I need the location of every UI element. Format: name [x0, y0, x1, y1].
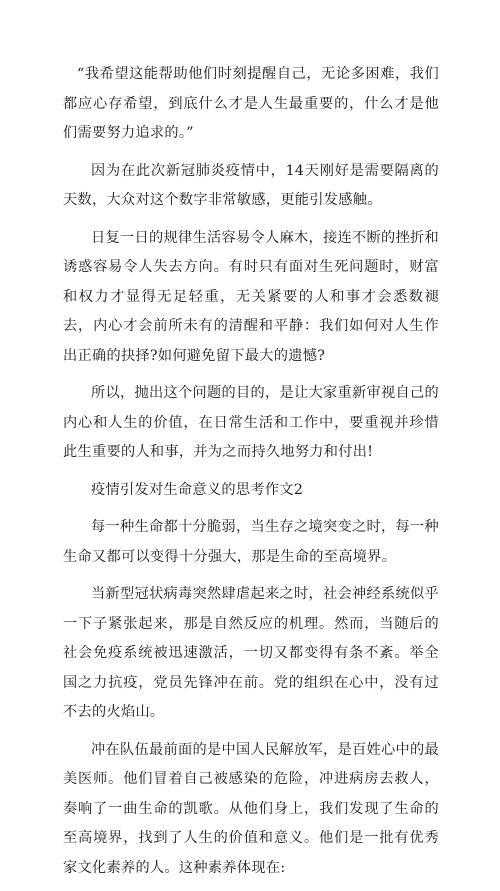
section-title: 疫情引发对生命意义的思考作文2	[91, 481, 304, 498]
paragraph: 冲在队伍最前面的是中国人民解放军，是百姓心中的最美医师。他们冒着自己被感染的危险，冲进病房去救人，奏响了一曲生命的凯歌。从他们身上，我们发现了生命的至高境界，找到了人生的价值和意义。他们是一批有优秀家文化素养的人。这种素养体现在:	[63, 741, 439, 876]
paragraph: 因为在此次新冠肺炎疫情中，14天刚好是需要隔离的天数，大众对这个数字非常敏感，更能引发感触。	[63, 162, 439, 208]
paragraph: 当新型冠状病毒突然肆虐起来之时，社会神经系统似乎一下子紧张起来，那是自然反应的机理。然而，当随后的社会免疫系统被迅速激活，一切又都变得有条不紊。举全国之力抗疫，党员先锋冲在前。党的组织在心中，没有过不去的火焰山。	[63, 586, 439, 720]
paragraph-quote: “我希望这能帮助他们时刻提醒自己，无论多困难，我们都应心存希望，到底什么才是人生最重要的，什么才是他们需要努力追求的。”	[63, 66, 439, 141]
paragraph: 所以，抛出这个问题的目的，是让大家重新审视自己的内心和人生的价值，在日常生活和工作中，要重视并珍惜此生重要的人和事，并为之而持久地努力和付出!	[63, 385, 439, 460]
document-page	[63, 60, 439, 891]
paragraph: 每一种生命都十分脆弱，当生存之境突变之时，每一种生命又都可以变得十分强大，那是生命的至高境界。	[63, 519, 439, 565]
paragraph: 日复一日的规律生活容易令人麻木，接连不断的挫折和诱惑容易令人失去方向。有时只有面对生死问题时，财富和权力才显得无足轻重，无关紧要的人和事才会悉数褪去，内心才会前所未有的清醒和平静：我们如何对人生作出正确的抉择?如何避免留下最大的遗憾?	[63, 229, 439, 364]
